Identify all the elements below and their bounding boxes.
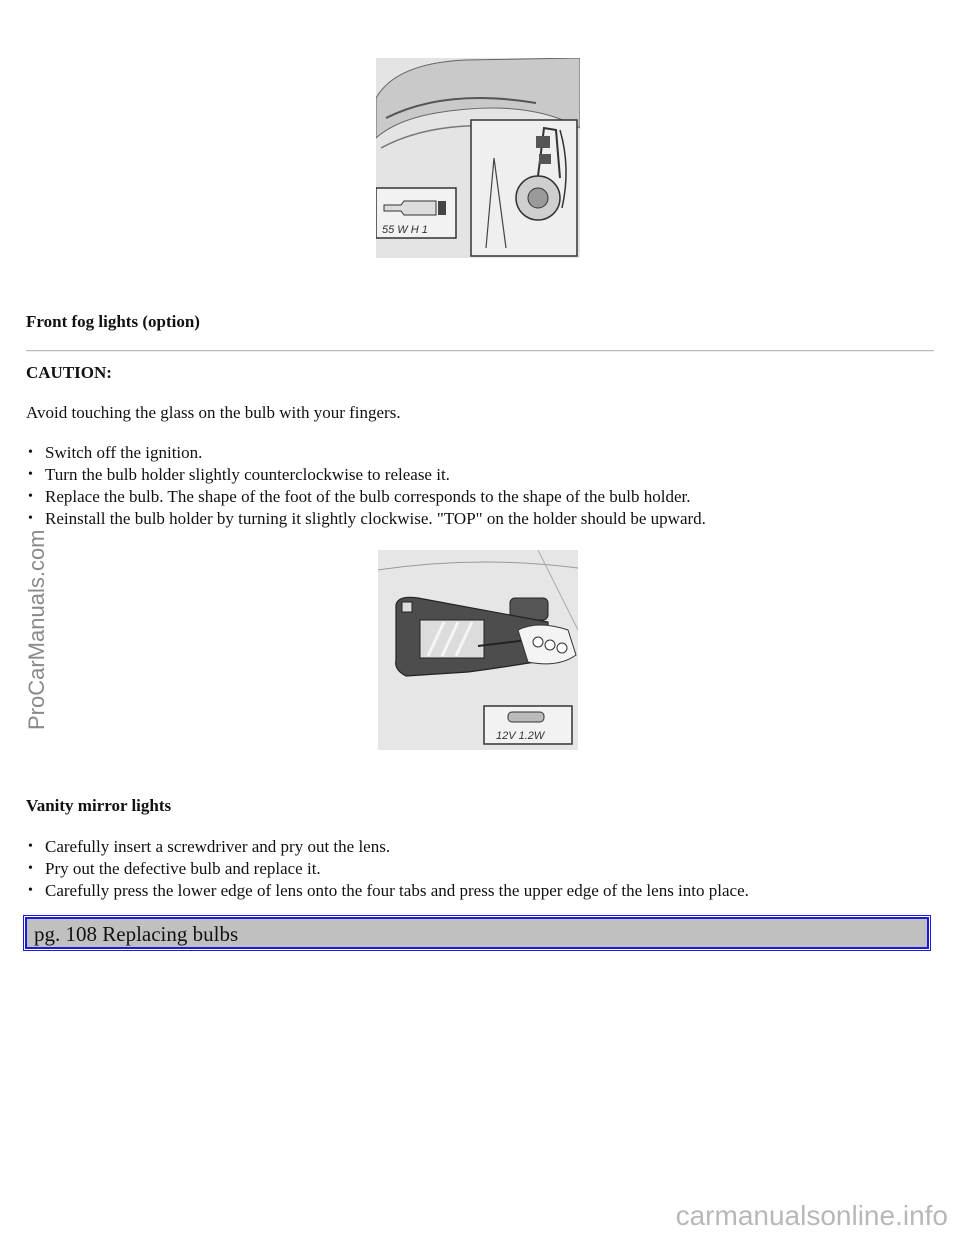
list-item: • Replace the bulb. The shape of the foot of the bulb corresponds to the shape of the bulb holder.: [26, 486, 706, 508]
caution-text: Avoid touching the glass on the bulb with your fingers.: [26, 403, 401, 422]
page-footer-label: pg. 108 Replacing bulbs: [34, 922, 239, 946]
list-item: • Reinstall the bulb holder by turning it slightly clockwise. "TOP" on the holder should be upward.: [26, 508, 706, 530]
list-item: • Carefully insert a screwdriver and pry out the lens.: [26, 836, 749, 858]
fog-light-steps-list: [26, 442, 706, 530]
fog-light-drawing: [376, 58, 580, 258]
list-item: • Switch off the ignition.: [26, 442, 706, 464]
vanity-bulb-rating-label: 12V 1.2W: [496, 730, 545, 742]
caution-heading: CAUTION:: [26, 363, 112, 382]
list-item: • Pry out the defective bulb and replace it.: [26, 858, 749, 880]
section-divider: [26, 350, 934, 352]
list-item: • Carefully press the lower edge of lens onto the four tabs and press the upper edge of the lens into place.: [26, 880, 749, 902]
page-footer-bar: [25, 917, 929, 949]
watermark-left: ProCarManuals.com: [24, 529, 49, 730]
fog-light-illustration: [376, 58, 580, 258]
vanity-mirror-drawing: [378, 550, 578, 750]
fog-bulb-rating-label: 55 W H 1: [382, 224, 428, 236]
list-item: • Turn the bulb holder slightly counterclockwise to release it.: [26, 464, 706, 486]
vanity-mirror-illustration: [378, 550, 578, 750]
section-heading-fog-lights: Front fog lights (option): [26, 312, 200, 331]
watermark-bottom: carmanualsonline.info: [675, 1200, 948, 1231]
vanity-mirror-steps-list: [26, 836, 749, 902]
section-heading-vanity-mirror: Vanity mirror lights: [26, 796, 172, 815]
